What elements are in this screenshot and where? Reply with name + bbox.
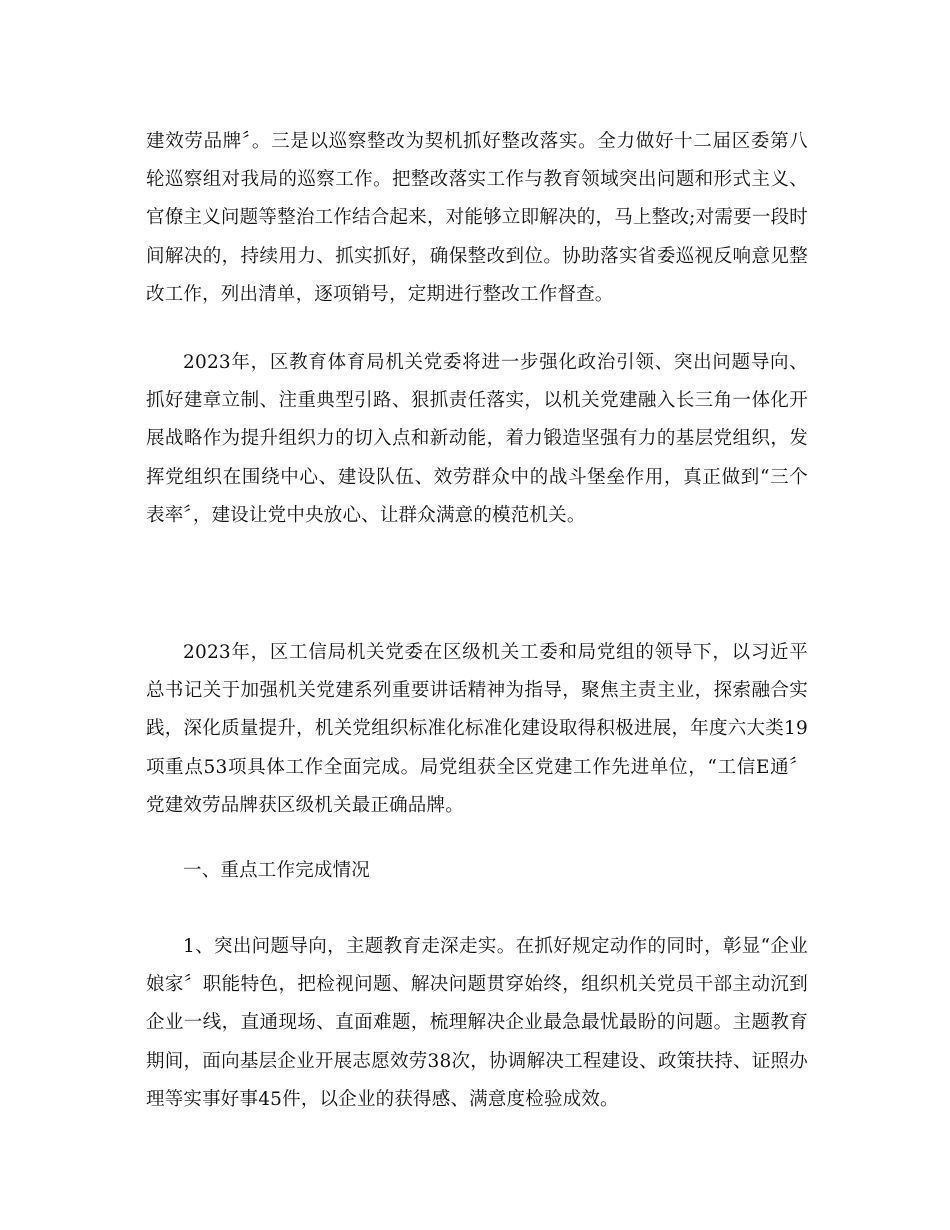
paragraph-industry-bureau-summary: 2023年，区工信局机关党委在区级机关工委和局党组的领导下，以习近平总书记关于加强机关党建系列重要讲话精神为指导，聚焦主责主业，探索融合实践，深化质量提升，机关党组织标准化标准化建设取得积极进展，年度六大类19项重点53项具体工作全面完成。局党组获全区党建工作先进单位，“工信E通〞党建效劳品牌获区级机关最正确品牌。 xyxy=(146,642,808,816)
section-heading-key-work: 一、重点工作完成情况 xyxy=(183,860,371,881)
paragraph-rectification: 建效劳品牌〞。三是以巡察整改为契机抓好整改落实。全力做好十二届区委第八轮巡察组对我局的巡察工作。把整改落实工作与教育领域突出问题和形式主义、官僚主义问题等整治工作结合起来，对能够立即解决的，马上整改;对需要一段时间解决的，持续用力、抓实抓好，确保整改到位。协助落实省委巡视反响意见整改工作，列出清单，逐项销号，定期进行整改工作督查。 xyxy=(146,131,808,305)
paragraph-education-bureau-plan: 2023年，区教育体育局机关党委将进一步强化政治引领、突出问题导向、抓好建章立制、注重典型引路、狠抓责任落实，以机关党建融入长三角一体化开展战略作为提升组织力的切入点和新动能，着力锻造坚强有力的基层党组织，发挥党组织在围绕中心、建设队伍、效劳群众中的战斗堡垒作用，真正做到“三个表率〞，建设让党中央放心、让群众满意的模范机关。 xyxy=(146,352,808,526)
paragraph-item-1-theme-education: 1、突出问题导向，主题教育走深走实。在抓好规定动作的同时，彰显“企业娘家〞职能特色，把检视问题、解决问题贯穿始终，组织机关党员干部主动沉到企业一线，直通现场、直面难题，梳理解决企业最急最忧最盼的问题。主题教育期间，面向基层企业开展志愿效劳38次，协调解决工程建设、政策扶持、证照办理等实事好事45件，以企业的获得感、满意度检验成效。 xyxy=(146,936,808,1110)
